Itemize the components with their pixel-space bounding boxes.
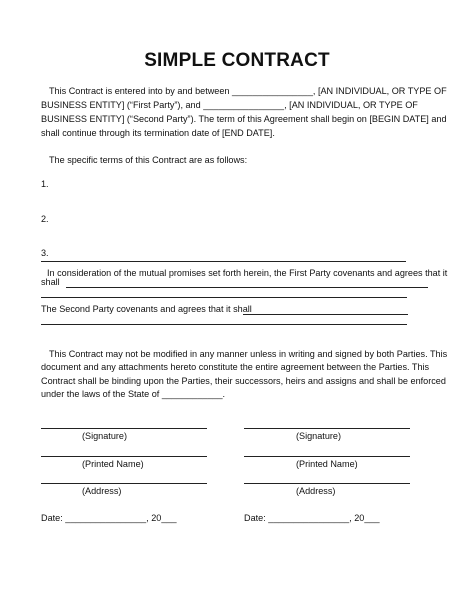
- left-signature-caption: (Signature): [82, 431, 127, 441]
- term-number-1: 1.: [41, 179, 49, 189]
- left-printed-name-line[interactable]: [41, 456, 207, 457]
- right-printed-name-line[interactable]: [244, 456, 410, 457]
- second-party-fill-line-2: [41, 324, 407, 325]
- left-address-caption: (Address): [82, 486, 122, 496]
- left-signature-line[interactable]: [41, 428, 207, 429]
- terms-lead: The specific terms of this Contract are as follows:: [49, 155, 248, 165]
- consideration-fill-line-2: [41, 297, 407, 298]
- document-title: SIMPLE CONTRACT: [144, 50, 330, 71]
- term-number-3: 3.: [41, 248, 49, 258]
- consideration-fill-line-1: [66, 287, 428, 288]
- term-number-2: 2.: [41, 214, 49, 224]
- left-printed-name-caption: (Printed Name): [82, 459, 144, 469]
- left-date-line: Date: ________________, 20___: [41, 513, 177, 523]
- consideration-line-2: shall: [41, 277, 60, 287]
- right-address-caption: (Address): [296, 486, 336, 496]
- closing-line-1: This Contract may not be modified in any manner unless in writing and signed by both Parties. This: [49, 349, 448, 359]
- intro-line-4: shall continue through its termination date of [END DATE].: [41, 128, 275, 138]
- second-party-fill-line-1: [243, 314, 408, 315]
- right-printed-name-caption: (Printed Name): [296, 459, 358, 469]
- right-signature-caption: (Signature): [296, 431, 341, 441]
- right-address-line[interactable]: [244, 483, 410, 484]
- right-signature-line[interactable]: [244, 428, 410, 429]
- closing-line-3: Contract shall be binding upon the Parties, their successors, heirs and assigns and shall be enforced: [41, 376, 446, 386]
- second-party-line: The Second Party covenants and agrees that it shall: [41, 304, 252, 314]
- closing-line-2: document and any attachments hereto constitute the entire agreement between the Parties. This: [41, 362, 430, 372]
- right-date-line: Date: ________________, 20___: [244, 513, 380, 523]
- left-address-line[interactable]: [41, 483, 207, 484]
- intro-line-3: BUSINESS ENTITY] (“Second Party”). The term of this Agreement shall begin on [BEGIN DATE] and: [41, 114, 447, 124]
- consideration-line-1: In consideration of the mutual promises set forth herein, the First Party covenants and agrees that it: [47, 268, 448, 278]
- term-3-line: [41, 261, 406, 262]
- intro-line-1: This Contract is entered into by and between ________________, [AN INDIVIDUAL, OR TYPE OF: [49, 86, 447, 96]
- intro-line-2: BUSINESS ENTITY] (“First Party”), and ________________, [AN INDIVIDUAL, OR TYPE OF: [41, 100, 418, 110]
- closing-line-4: under the laws of the State of ____________.: [41, 389, 226, 399]
